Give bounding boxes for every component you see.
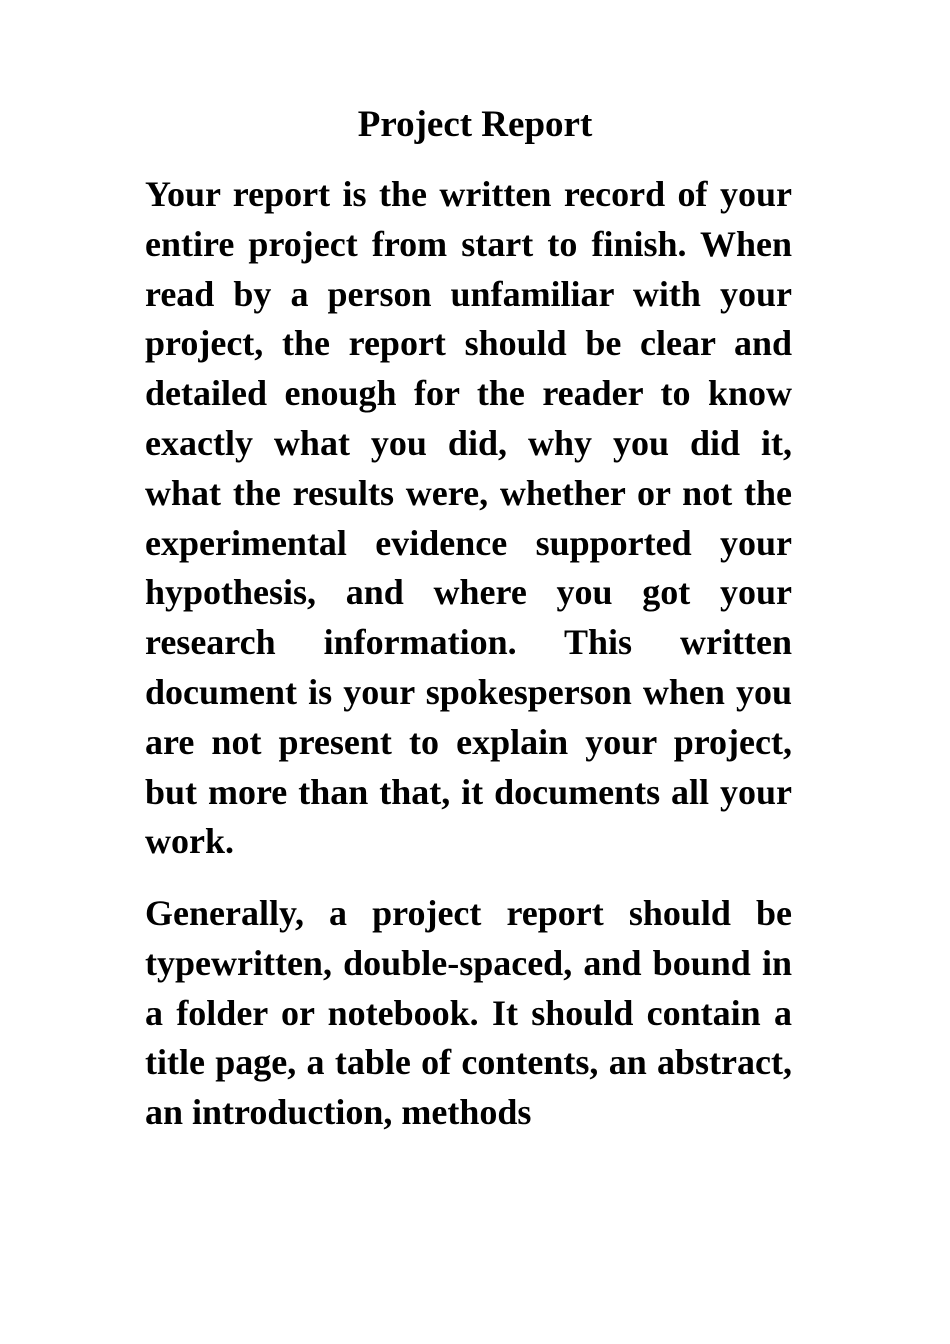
body-paragraph-2: Generally, a project report should be typewritten, double-spaced, and bound in a folder or notebook. It should contain a title page, a table of contents, an abstract, an introduction, methods	[145, 893, 792, 1133]
body-paragraph-1: Your report is the written record of your entire project from start to finish. When read by a person unfamiliar with your project, the report should be clear and detailed enough for the reader to know exactly what you did, why you did it, what the results were, whether or not the experimental evidence supported your hypothesis, and where you got your research information. This written document is your spokesperson when you are not present to explain your project, but more than that, it documents all your work.	[145, 174, 792, 862]
page-title: Project Report	[357, 104, 593, 145]
